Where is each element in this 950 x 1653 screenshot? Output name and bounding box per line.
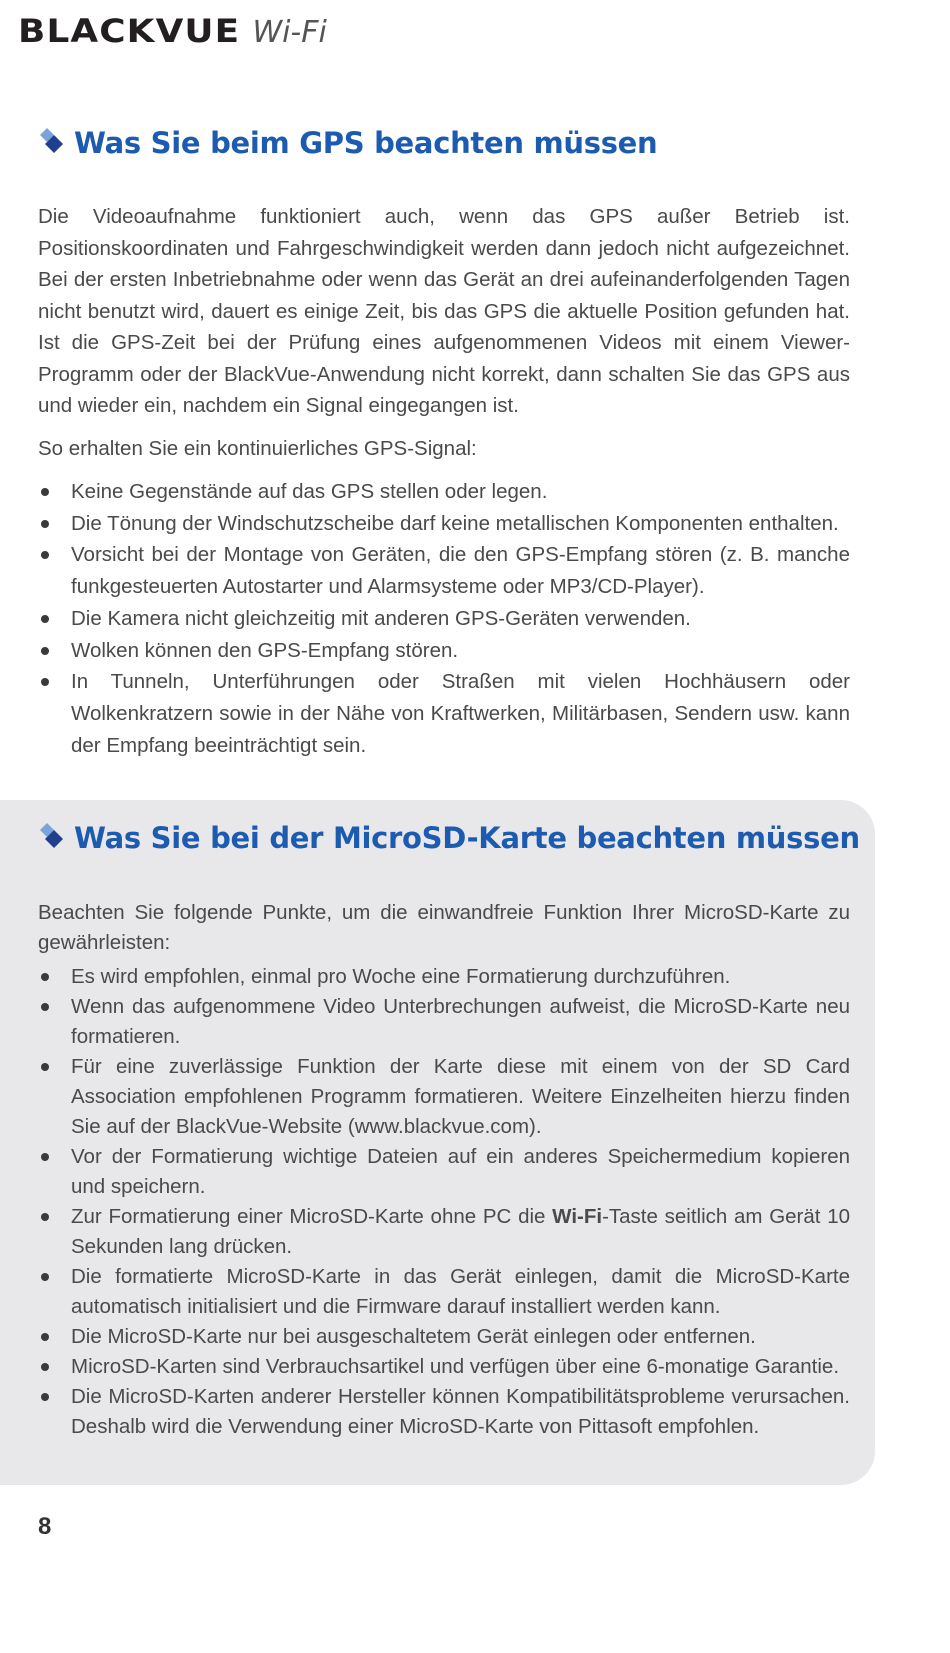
list-item: Die Tönung der Windschutzscheibe darf keine metallischen Komponenten enthalten. xyxy=(38,508,850,540)
microsd-section-heading xyxy=(38,821,860,855)
list-item: Vorsicht bei der Montage von Geräten, die den GPS-Empfang stören (z. B. manche funkgesteuerten Autostarter und Alarmsysteme oder MP3/CD-Player). xyxy=(38,539,850,602)
list-item: Keine Gegenstände auf das GPS stellen oder legen. xyxy=(38,476,850,508)
list-item: Die formatierte MicroSD-Karte in das Gerät einlegen, damit die MicroSD-Karte automatisch initialisiert und die Firmware darauf installiert werden kann. xyxy=(38,1262,850,1322)
page-number: 8 xyxy=(38,1513,52,1540)
list-item: Die MicroSD-Karten anderer Hersteller können Kompatibilitätsprobleme verursachen. Deshalb wird die Verwendung einer MicroSD-Karte von Pittasoft empfohlen. xyxy=(38,1382,850,1442)
microsd-bullet-list xyxy=(38,962,850,1442)
gps-section-heading xyxy=(38,126,657,160)
microsd-title: Was Sie bei der MicroSD-Karte beachten müssen xyxy=(74,821,860,855)
wifi-key-label: Wi-Fi xyxy=(552,1205,603,1228)
gps-bullet-list xyxy=(38,476,850,761)
brand-logo: BLACKVUE xyxy=(18,12,241,50)
gps-title: Was Sie beim GPS beachten müssen xyxy=(74,126,658,160)
list-item: Die MicroSD-Karte nur bei ausgeschaltetem Gerät einlegen oder entfernen. xyxy=(38,1322,850,1352)
list-item: Wolken können den GPS-Empfang stören. xyxy=(38,635,850,667)
list-item: Wenn das aufgenommene Video Unterbrechungen aufweist, die MicroSD-Karte neu formatieren. xyxy=(38,992,850,1052)
list-item: Die Kamera nicht gleichzeitig mit anderen GPS-Geräten verwenden. xyxy=(38,603,850,635)
list-item-text: -Taste seitlich am Gerät 10 Sekunden lang drücken. xyxy=(71,1205,850,1258)
list-item xyxy=(38,1202,850,1262)
brand-product: Wi-Fi xyxy=(252,15,327,50)
list-item: Es wird empfohlen, einmal pro Woche eine Formatierung durchzuführen. xyxy=(38,962,850,992)
list-item: In Tunneln, Unterführungen oder Straßen mit vielen Hochhäusern oder Wolkenkratzern sowie in der Nähe von Kraftwerken, Militärbasen, Sendern usw. kann der Empfang beeinträchtigt sein. xyxy=(38,666,850,761)
list-item: Vor der Formatierung wichtige Dateien auf ein anderes Speichermedium kopieren und speichern. xyxy=(38,1142,850,1202)
list-item: MicroSD-Karten sind Verbrauchsartikel und verfügen über eine 6-monatige Garantie. xyxy=(38,1352,850,1382)
gps-paragraph: Die Videoaufnahme funktioniert auch, wenn das GPS außer Betrieb ist. Positionskoordinaten und Fahrgeschwindigkeit werden dann jedoch nicht aufgezeichnet. Bei der ersten Inbetriebnahme oder wenn das Gerät an drei aufeinanderfolgenden Tagen nicht benutzt wird, dauert es einige Zeit, bis das GPS die aktuelle Position gefunden hat. Ist die GPS-Zeit bei der Prüfung eines aufgenommenen Videos mit einem Viewer-Programm oder der BlackVue-Anwendung nicht korrekt, dann schalten Sie das GPS aus und wieder ein, nachdem ein Signal eingegangen ist. xyxy=(38,205,850,417)
diamond-bullet-icon xyxy=(38,821,66,855)
microsd-intro: Beachten Sie folgende Punkte, um die einwandfreie Funktion Ihrer MicroSD-Karte zu gewährleisten: xyxy=(38,901,850,954)
gps-intro: So erhalten Sie ein kontinuierliches GPS-Signal: xyxy=(38,437,477,460)
list-item: Für eine zuverlässige Funktion der Karte diese mit einem von der SD Card Association empfohlenen Programm formatieren. Weitere Einzelheiten hierzu finden Sie auf der BlackVue-Website (www.blackvue.com). xyxy=(38,1052,850,1142)
list-item-text: Zur Formatierung einer MicroSD-Karte ohne PC die xyxy=(71,1205,553,1228)
diamond-bullet-icon xyxy=(38,126,66,160)
header-brand xyxy=(18,12,327,52)
